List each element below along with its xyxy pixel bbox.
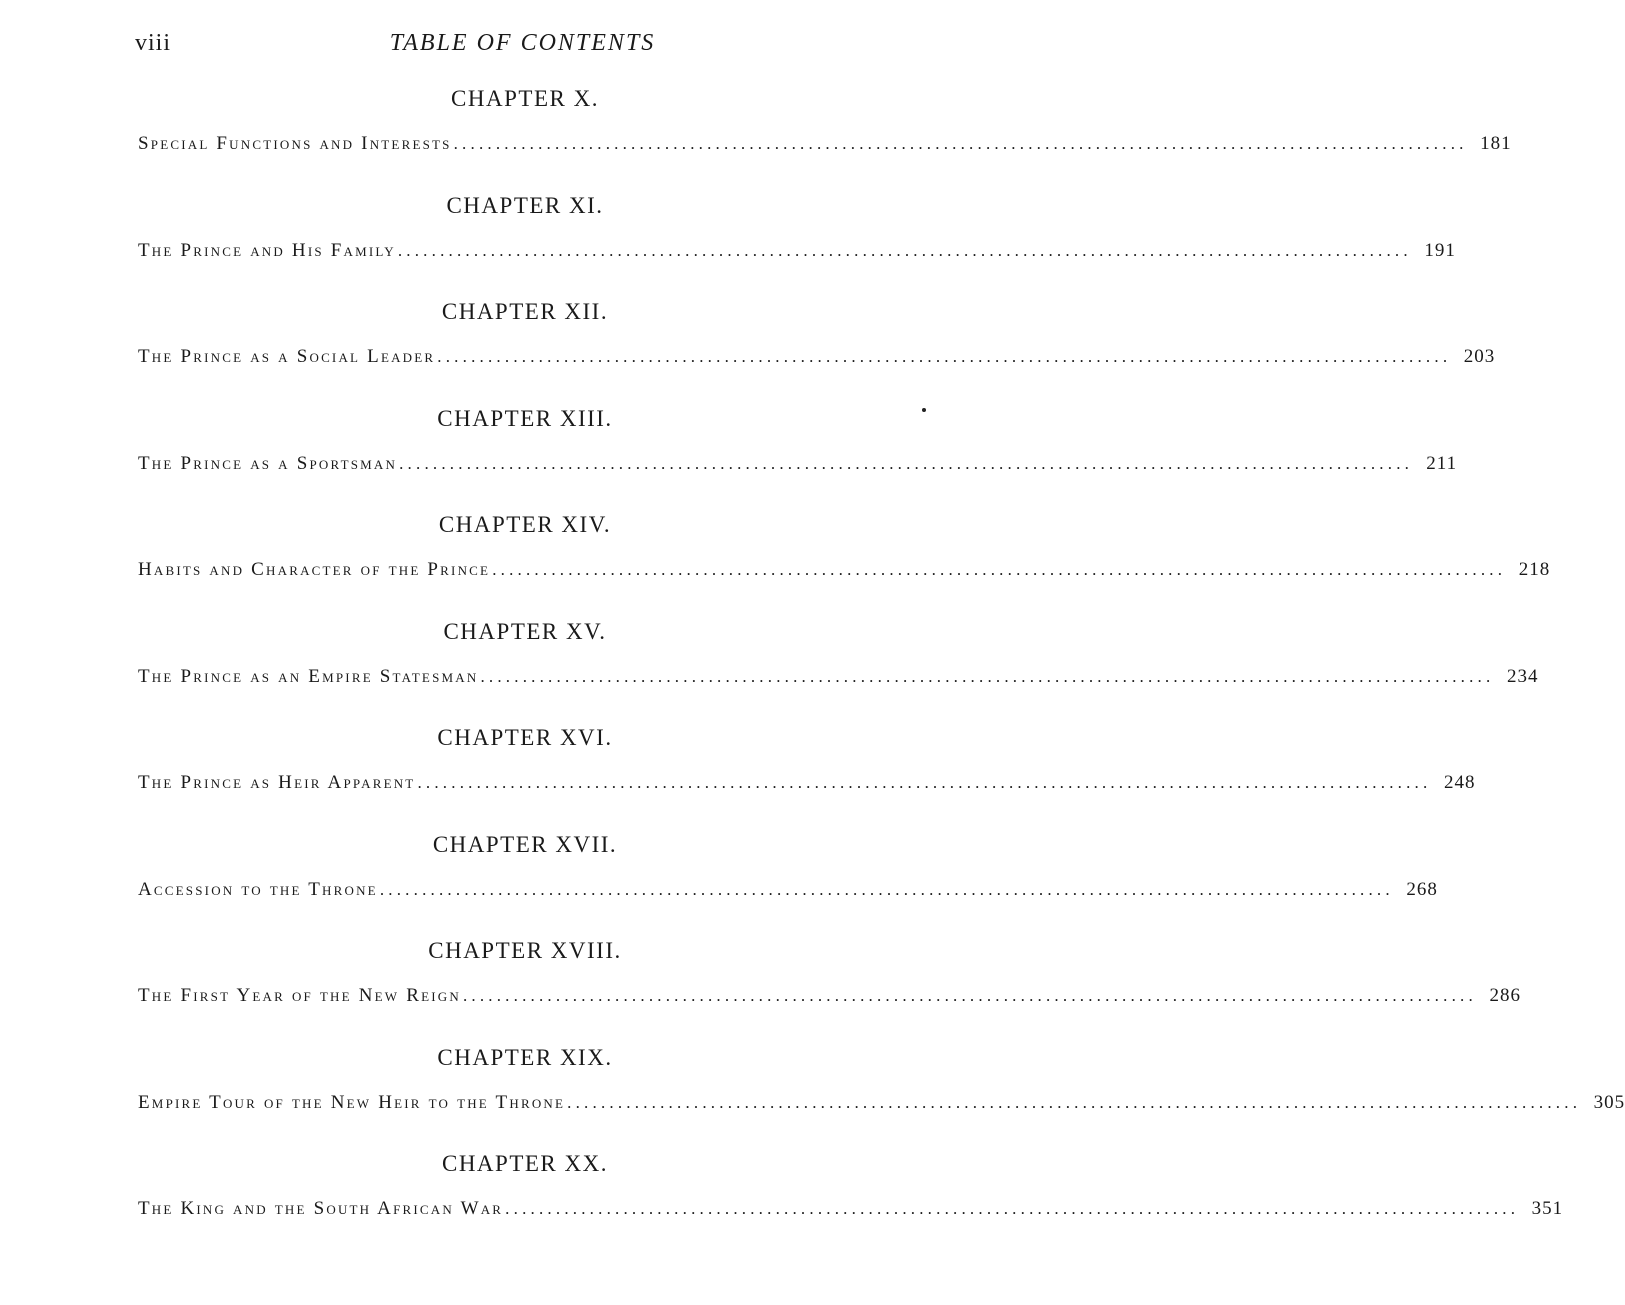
chapter-page: 305	[1593, 1091, 1625, 1113]
chapter-title: The Prince and His Family	[138, 239, 396, 261]
toc-entry	[135, 1147, 1564, 1254]
toc-entry	[135, 402, 1458, 509]
toc-entry	[135, 508, 1551, 615]
dot-leader: ........................................................................................................................	[462, 986, 1477, 1005]
toc-line	[138, 452, 1458, 475]
toc-entry	[135, 295, 1496, 402]
toc-entry	[135, 82, 1512, 189]
chapter-heading: CHAPTER XX.	[441, 1151, 608, 1176]
chapter-heading: CHAPTER XVII.	[432, 831, 618, 857]
toc-line	[138, 133, 1512, 155]
chapter-page: 351	[1531, 1198, 1564, 1219]
chapter-heading: CHAPTER XV.	[443, 618, 607, 644]
chapter-page: 218	[1518, 559, 1551, 580]
chapter-page: 181	[1480, 133, 1512, 154]
toc-entry	[135, 189, 1456, 296]
dot-leader: ........................................................................................................................	[379, 879, 1394, 899]
toc-entry	[135, 828, 1438, 935]
toc-line	[138, 878, 1438, 901]
chapter-page: 234	[1506, 665, 1539, 687]
dot-leader: ........................................................................................................................	[397, 240, 1412, 260]
dot-leader: ........................................................................................................................	[417, 773, 1432, 792]
chapter-heading: CHAPTER XVIII.	[428, 938, 622, 963]
chapter-heading: CHAPTER XIII.	[437, 405, 613, 431]
chapter-page: 286	[1489, 985, 1521, 1006]
chapter-title: Empire Tour of the New Heir to the Throne	[138, 1091, 566, 1113]
toc-entry	[135, 934, 1521, 1041]
chapter-title: The Prince as a Social Leader	[138, 346, 436, 367]
chapter-title: Accession to the Throne	[138, 878, 378, 900]
toc-line	[138, 239, 1456, 262]
page-number: viii	[135, 30, 172, 56]
toc-line	[138, 665, 1539, 688]
running-head	[135, 30, 910, 64]
chapter-title: The Prince as a Sportsman	[138, 452, 398, 474]
chapter-heading: CHAPTER X.	[451, 86, 599, 111]
dot-leader: ........................................................................................................................	[567, 1092, 1582, 1112]
dot-leader: ........................................................................................................................	[492, 560, 1507, 579]
toc-entry	[135, 1041, 1625, 1148]
chapter-heading: CHAPTER XVI.	[437, 725, 613, 750]
chapter-page: 191	[1424, 239, 1456, 261]
toc-line	[138, 346, 1496, 368]
chapter-page: 203	[1463, 346, 1496, 367]
toc-entries	[135, 82, 1625, 1254]
toc-line	[138, 985, 1521, 1007]
chapter-title: Special Functions and Interests	[138, 133, 452, 154]
chapter-title: The First Year of the New Reign	[138, 985, 461, 1006]
toc-line	[138, 1091, 1625, 1114]
toc-entry	[135, 615, 1539, 722]
dot-leader: ........................................................................................................................	[480, 666, 1495, 686]
toc-line	[138, 559, 1551, 581]
chapter-title: Habits and Character of the Prince	[138, 559, 491, 580]
chapter-heading: CHAPTER XIX.	[437, 1044, 613, 1070]
chapter-page: 268	[1406, 878, 1438, 900]
chapter-page: 248	[1443, 772, 1476, 793]
chapter-heading: CHAPTER XII.	[441, 299, 609, 324]
chapter-title: The King and the South African War	[138, 1198, 504, 1219]
toc-entry	[135, 721, 1476, 828]
dot-leader: ........................................................................................................................	[505, 1199, 1520, 1218]
dot-leader: ........................................................................................................................	[399, 453, 1414, 473]
dot-leader: ........................................................................................................................	[437, 347, 1452, 366]
chapter-heading: CHAPTER XIV.	[438, 512, 612, 537]
toc-line	[138, 1198, 1564, 1220]
toc-line	[138, 772, 1476, 794]
ink-speck	[922, 408, 926, 412]
running-title: TABLE OF CONTENTS	[389, 30, 656, 56]
dot-leader: ........................................................................................................................	[453, 134, 1468, 153]
chapter-title: The Prince as an Empire Statesman	[138, 665, 479, 687]
chapter-heading: CHAPTER XI.	[446, 192, 604, 218]
chapter-title: The Prince as Heir Apparent	[138, 772, 416, 793]
chapter-page: 211	[1426, 452, 1458, 474]
